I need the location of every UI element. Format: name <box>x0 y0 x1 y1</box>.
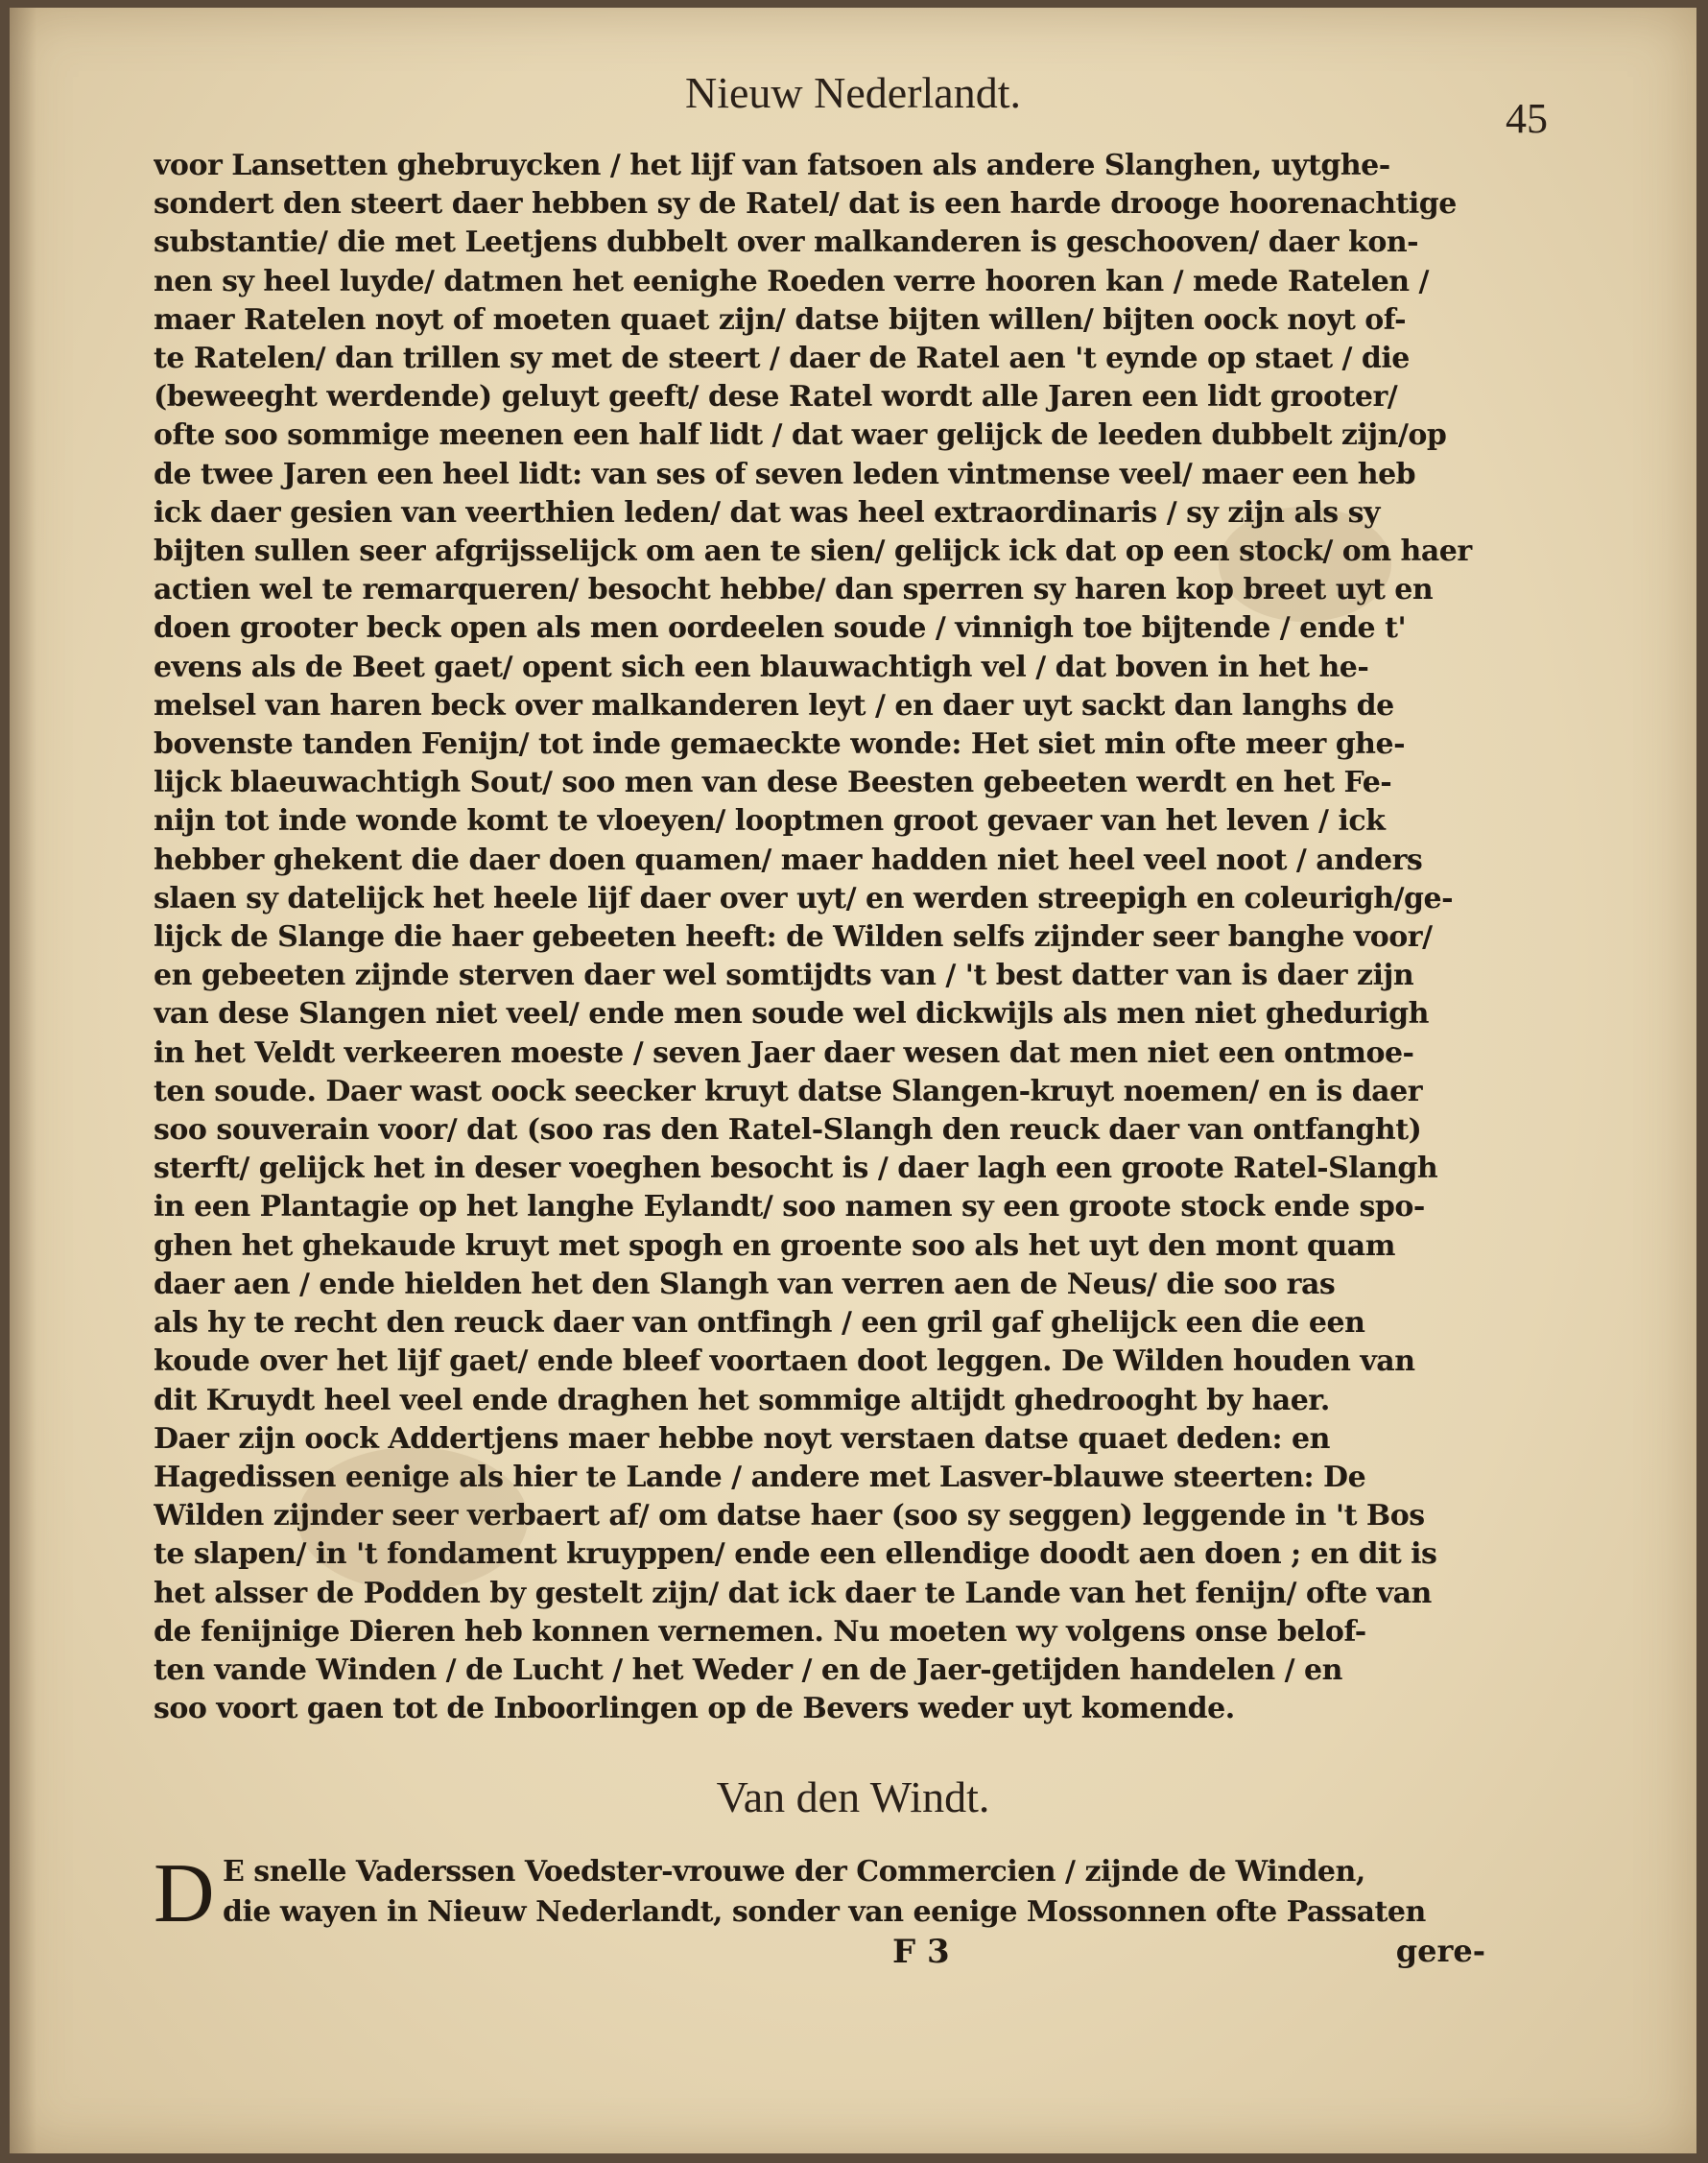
text-line: soo voort gaen tot de Inboorlingen op de Bevers weder uyt komende. <box>154 1692 1235 1726</box>
text-line: Hagedissen eenige als hier te Lande / andere met Lasver-blauwe steerten: De <box>154 1460 1366 1494</box>
text-line: lijck blaeuwachtigh Sout/ soo men van dese Beesten gebeeten werdt en het Fe- <box>154 766 1392 800</box>
page-number: 45 <box>1506 95 1548 142</box>
text-line: het alsser de Podden by gestelt zijn/ dat ick daer te Lande van het fenijn/ ofte van <box>154 1576 1432 1610</box>
text-line: evens als de Beet gaet/ opent sich een blauwachtigh vel / dat boven in het he- <box>154 650 1369 684</box>
drop-cap: D <box>154 1847 215 1940</box>
text-line: bovenste tanden Fenijn/ tot inde gemaeckte wonde: Het siet min ofte meer ghe- <box>154 727 1406 762</box>
text-line: in een Plantagie op het langhe Eylandt/ soo namen sy een groote stock ende spo- <box>154 1190 1425 1224</box>
text-line: doen grooter beck open als men oordeelen soude / vinnigh toe bijtende / ende t' <box>154 611 1407 646</box>
text-line: van dese Slangen niet veel/ ende men soude wel dickwijls als men niet ghedurigh <box>154 997 1429 1032</box>
text-line: melsel van haren beck over malkanderen leyt / en daer uyt sackt dan langhs de <box>154 688 1394 723</box>
text-line: koude over het lijf gaet/ ende bleef voortaen doot leggen. De Wilden houden van <box>154 1344 1415 1379</box>
text-line: (beweeght werdende) geluyt geeft/ dese Ratel wordt alle Jaren een lidt grooter/ <box>154 380 1398 415</box>
text-line: Daer zijn oock Addertjens maer hebbe noyt verstaen datse quaet deden: en <box>154 1421 1330 1456</box>
text-line: sondert den steert daer hebben sy de Ratel/ dat is een harde drooge hoorenachtige <box>154 187 1457 222</box>
text-line: te slapen/ in 't fondament kruyppen/ ende een ellendige doodt aen doen ; en dit is <box>154 1537 1437 1572</box>
body-text <box>154 147 1492 1728</box>
section-line: E snelle Vaderssen Voedster-vrouwe der Commercien / zijnde de Winden, <box>223 1855 1365 1889</box>
text-line: ick daer gesien van veerthien leden/ dat was heel extraordinaris / sy zijn als sy <box>154 495 1380 530</box>
catchword: gere- <box>1395 1933 1485 1969</box>
text-line: hebber ghekent die daer doen quamen/ maer hadden niet heel veel noot / anders <box>154 843 1423 877</box>
text-line: sterft/ gelijck het in deser voeghen besocht is / daer lagh een groote Ratel-Slangh <box>154 1152 1438 1186</box>
text-line: slaen sy datelijck het heele lijf daer over uyt/ en werden streepigh en coleurigh/ge- <box>154 881 1454 915</box>
text-line: ten soude. Daer wast oock seecker kruyt datse Slangen-kruyt noemen/ en is daer <box>154 1074 1423 1108</box>
text-line: de twee Jaren een heel lidt: van ses of seven leden vintmense veel/ maer een heb <box>154 457 1416 491</box>
running-title: Nieuw Nederlandt. <box>685 68 1021 117</box>
text-line: nijn tot inde wonde komt te vloeyen/ looptmen groot gevaer van het leven / ick <box>154 804 1386 839</box>
book-page <box>10 8 1696 2153</box>
text-line: de fenijnige Dieren heb konnen vernemen. Nu moeten wy volgens onse belof- <box>154 1614 1366 1649</box>
text-line: te Ratelen/ dan trillen sy met de steert / daer de Ratel aen 't eynde op staet / die <box>154 342 1410 376</box>
text-line: bijten sullen seer afgrijsselijck om aen te sien/ gelijck ick dat op een stock/ om haer <box>154 535 1472 569</box>
text-line: lijck de Slange die haer gebeeten heeft: de Wilden selfs zijnder seer banghe voor/ <box>154 920 1433 955</box>
text-line: ghen het ghekaude kruyt met spogh en groente soo als het uyt den mont quam <box>154 1228 1395 1263</box>
text-line: als hy te recht den reuck daer van ontfingh / een gril gaf ghelijck een die een <box>154 1306 1365 1341</box>
text-line: ofte soo sommige meenen een half lidt / dat waer gelijck de leeden dubbelt zijn/op <box>154 418 1447 453</box>
section-title: Van den Windt. <box>716 1772 990 1821</box>
text-line: Wilden zijnder seer verbaert af/ om datse haer (soo sy seggen) leggende in 't Bos <box>154 1499 1425 1533</box>
text-line: maer Ratelen noyt of moeten quaet zijn/ datse bijten willen/ bijten oock noyt of- <box>154 302 1407 337</box>
text-line: nen sy heel luyde/ datmen het eenighe Roeden verre hooren kan / mede Ratelen / <box>154 264 1430 298</box>
text-line: voor Lansetten ghebruycken / het lijf van fatsoen als andere Slanghen, uytghe- <box>154 149 1390 182</box>
text-line: soo souverain voor/ dat (soo ras den Ratel-Slangh den reuck daer van ontfanght) <box>154 1113 1422 1148</box>
text-line: dit Kruydt heel veel ende draghen het sommige altijdt ghedrooght by haer. <box>154 1383 1330 1417</box>
text-line: substantie/ die met Leetjens dubbelt over malkanderen is geschooven/ daer kon- <box>154 226 1419 260</box>
text-line: actien wel te remarqueren/ besocht hebbe/ dan sperren sy haren kop breet uyt en <box>154 573 1434 607</box>
text-line: en gebeeten zijnde sterven daer wel somtijdts van / 't best datter van is daer zijn <box>154 959 1414 993</box>
text-line: ten vande Winden / de Lucht / het Weder / en de Jaer-getijden handelen / en <box>154 1652 1342 1687</box>
text-line: in het Veldt verkeeren moeste / seven Jaer daer wesen dat men niet een ontmoe- <box>154 1035 1414 1070</box>
text-line: daer aen / ende hielden het den Slangh van verren aen de Neus/ die soo ras <box>154 1267 1336 1301</box>
section-line: die wayen in Nieuw Nederlandt, sonder van eenige Mossonnen ofte Passaten <box>223 1895 1426 1929</box>
signature-mark: F 3 <box>892 1933 950 1971</box>
section-text <box>154 1847 1492 1940</box>
